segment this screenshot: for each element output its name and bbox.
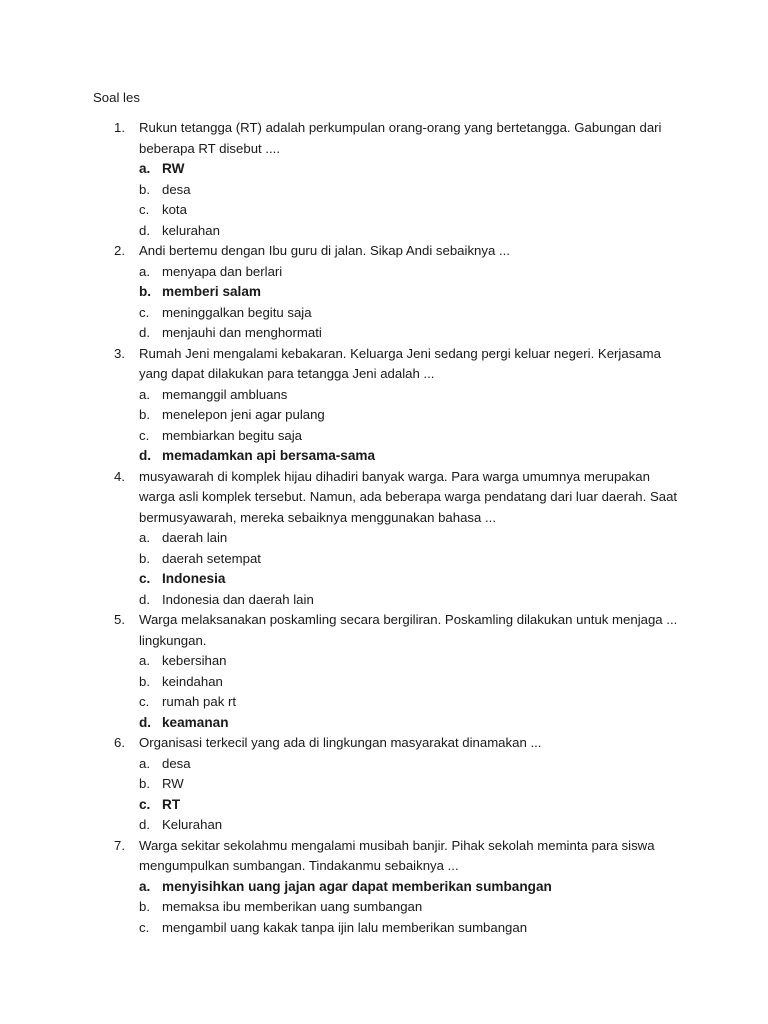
answer-option — [139, 405, 688, 426]
answer-option-correct — [139, 569, 688, 590]
answer-option — [139, 651, 688, 672]
answer-option — [139, 672, 688, 693]
option-text: mengambil uang kakak tanpa ijin lalu memberikan sumbangan — [162, 919, 528, 935]
question-item — [93, 241, 688, 344]
answer-option-correct — [139, 446, 688, 467]
question-item — [93, 610, 688, 733]
option-letter: b. — [139, 550, 150, 566]
option-letter: d. — [139, 222, 150, 238]
option-text: memadamkan api bersama-sama — [162, 448, 376, 463]
question-number: 4. — [114, 468, 125, 484]
option-text: RW — [162, 776, 184, 791]
option-letter: a. — [139, 161, 151, 176]
answer-option — [139, 528, 688, 549]
document-title: Soal les — [93, 90, 140, 105]
answer-option — [139, 590, 688, 611]
answer-option-correct — [139, 282, 688, 303]
answer-option — [139, 303, 688, 324]
question-text: Rukun tetangga (RT) adalah perkumpulan orang-orang yang bertetangga. Gabungan dari beberapa RT disebut .... — [139, 120, 662, 156]
option-text: daerah lain — [162, 530, 228, 545]
option-letter: a. — [139, 263, 150, 279]
question-item — [93, 467, 688, 611]
option-letter: a. — [139, 530, 150, 545]
option-text: desa — [162, 755, 191, 771]
option-letter: d. — [139, 325, 150, 340]
option-text: menyapa dan berlari — [162, 263, 283, 279]
answer-option — [139, 918, 688, 939]
question-number: 6. — [114, 735, 125, 750]
option-letter: d. — [139, 448, 152, 463]
option-text: Indonesia dan daerah lain — [162, 591, 314, 607]
option-text: Indonesia — [162, 571, 226, 586]
option-text: keamanan — [162, 714, 229, 730]
option-letter: d. — [139, 714, 152, 730]
option-text: kebersihan — [162, 653, 227, 668]
answer-option — [139, 221, 688, 242]
question-number: 7. — [114, 837, 125, 853]
option-text: memaksa ibu memberikan uang sumbangan — [162, 899, 423, 914]
option-letter: d. — [139, 591, 150, 607]
question-number: 1. — [114, 120, 125, 135]
option-letter: b. — [139, 284, 152, 299]
answer-option — [139, 385, 688, 406]
question-number: 5. — [114, 612, 125, 627]
answer-option — [139, 815, 688, 836]
option-text: kelurahan — [162, 222, 220, 238]
answer-option — [139, 323, 688, 344]
option-text: meninggalkan begitu saja — [162, 304, 312, 320]
option-text: menyisihkan uang jajan agar dapat memberikan sumbangan — [162, 878, 552, 894]
question-text: Rumah Jeni mengalami kebakaran. Keluarga Jeni sedang pergi keluar negeri. Kerjasama yang dapat dilakukan para tetangga Jeni adalah ... — [139, 345, 661, 381]
question-list — [93, 118, 688, 938]
answer-option-correct — [139, 713, 688, 734]
question-text: Warga sekitar sekolahmu mengalami musibah banjir. Pihak sekolah meminta para siswa mengumpulkan sumbangan. Tindakanmu sebaiknya ... — [139, 837, 655, 873]
option-text: memanggil ambluans — [162, 386, 288, 402]
option-text: Kelurahan — [162, 817, 223, 832]
answer-option — [139, 897, 688, 918]
question-item — [93, 344, 688, 467]
option-letter: b. — [139, 407, 150, 422]
option-letter: d. — [139, 817, 150, 832]
question-number: 3. — [114, 345, 125, 361]
option-letter: c. — [139, 919, 150, 935]
question-item — [93, 733, 688, 836]
option-text: menelepon jeni agar pulang — [162, 407, 325, 422]
answer-option — [139, 426, 688, 447]
option-letter: b. — [139, 181, 150, 197]
question-item — [93, 118, 688, 241]
option-text: kota — [162, 202, 187, 217]
option-text: desa — [162, 181, 191, 197]
question-text: Andi bertemu dengan Ibu guru di jalan. Sikap Andi sebaiknya ... — [139, 243, 510, 258]
answer-option — [139, 200, 688, 221]
answer-option — [139, 549, 688, 570]
option-letter: a. — [139, 755, 150, 771]
option-letter: b. — [139, 673, 150, 689]
option-letter: b. — [139, 899, 150, 914]
option-text: rumah pak rt — [162, 694, 237, 709]
answer-option-correct — [139, 877, 688, 898]
option-letter: a. — [139, 386, 150, 402]
option-text: RW — [162, 161, 185, 176]
option-text: membiarkan begitu saja — [162, 427, 303, 443]
question-text: Warga melaksanakan poskamling secara bergiliran. Poskamling dilakukan untuk menjaga ... lingkungan. — [139, 612, 678, 648]
question-number: 2. — [114, 243, 125, 258]
answer-option — [139, 754, 688, 775]
option-text: memberi salam — [162, 284, 261, 299]
answer-option — [139, 692, 688, 713]
option-letter: a. — [139, 653, 150, 668]
answer-option-correct — [139, 795, 688, 816]
answer-option — [139, 774, 688, 795]
option-text: keindahan — [162, 673, 223, 689]
option-letter: c. — [139, 571, 151, 586]
question-text: musyawarah di komplek hijau dihadiri banyak warga. Para warga umumnya merupakan warga asli komplek tersebut. Namun, ada beberapa warga pendatang dari luar daerah. Saat bermusyawarah, mereka sebaiknya menggunakan bahasa ... — [139, 468, 678, 525]
option-letter: c. — [139, 427, 150, 443]
option-letter: c. — [139, 202, 150, 217]
option-letter: c. — [139, 796, 151, 812]
option-text: daerah setempat — [162, 550, 261, 566]
option-letter: c. — [139, 304, 150, 320]
option-text: menjauhi dan menghormati — [162, 325, 322, 340]
question-item — [93, 836, 688, 939]
option-letter: b. — [139, 776, 150, 791]
answer-option-correct — [139, 159, 688, 180]
option-letter: a. — [139, 878, 151, 894]
answer-option — [139, 262, 688, 283]
option-letter: c. — [139, 694, 150, 709]
question-text: Organisasi terkecil yang ada di lingkungan masyarakat dinamakan ... — [139, 735, 542, 750]
option-text: RT — [162, 796, 181, 812]
answer-option — [139, 180, 688, 201]
